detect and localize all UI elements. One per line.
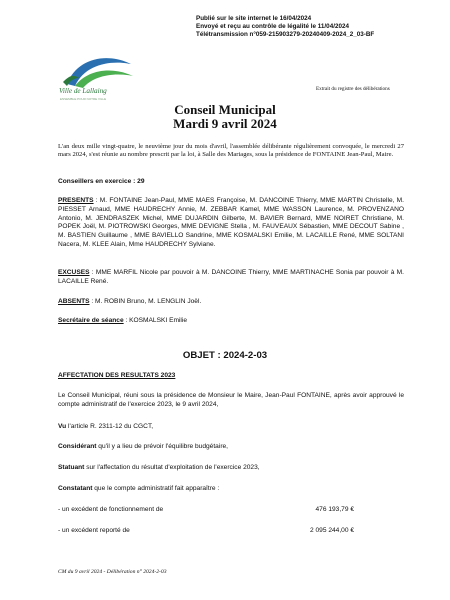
teletransmission-line: Télétransmission n°059-215903279-20240409-2024_2_03-BF — [196, 31, 375, 39]
secretaire-label: Secrétaire de séance — [58, 317, 124, 324]
presents-paragraph — [58, 197, 404, 250]
amount-label: - un excédent reporté de — [58, 527, 130, 534]
presents-label: PRESENTS — [58, 197, 94, 204]
amount-row — [58, 506, 354, 513]
title-council: Conseil Municipal — [174, 102, 276, 117]
secretaire-paragraph — [58, 317, 404, 326]
objet-heading: OBJET : 2024-2-03 — [182, 350, 268, 361]
excuses-paragraph — [58, 269, 404, 287]
conseillers-count: Conseillers en exercice : 29 — [58, 178, 145, 185]
logo-name: Ville de Lallaing — [59, 87, 107, 95]
statuant-label: Statuant — [58, 464, 85, 471]
amount-value: 476 193,79 € — [315, 506, 354, 513]
title-date: Mardi 9 avril 2024 — [173, 116, 277, 131]
intro-paragraph: L'an deux mille vingt-quatre, le neuvième jour du mois d'avril, l'assemblée délibérante régulièrement convoquée, le mercredi 27 mars 2024, s'est réunie au nombre prescrit par la loi, à Salle des Mariages, sous la présidence de FONTAINE Jean-Paul, Maire. — [58, 143, 404, 159]
absents-label: ABSENTS — [58, 298, 90, 305]
page-title — [0, 103, 450, 131]
logo-tagline: ENSEMBLE POUR NOTRE VILLE — [60, 97, 107, 101]
affectation-title: AFFECTATION DES RESULTATS 2023 — [58, 372, 176, 379]
constatant-paragraph — [58, 485, 404, 494]
excuses-label: EXCUSES — [58, 269, 90, 276]
considerant-text: qu'il y a lieu de prévoir l'équilibre budgétaire, — [96, 443, 229, 450]
amount-row — [58, 527, 354, 534]
publication-line: Publié sur le site internet le 16/04/2024 — [196, 15, 312, 22]
secretaire-text: : KOSMALSKI Emilie — [123, 317, 188, 324]
statuant-text: sur l'affectation du résultat d'exploitation de l'exercice 2023, — [84, 464, 260, 471]
transmission-stamp — [196, 15, 374, 40]
vu-text: l'article R. 2311-12 du CGCT, — [66, 423, 154, 430]
presents-text: : M. FONTAINE Jean-Paul, MME MAES Françoise, M. DANCOINE Thierry, MME MARTIN Christelle, M. PIESSET Arnaud, MME HAUDRECHY Annie, M. ZEBBAR Kamel, MME WASSON Laurence, M. PROVENZANO Antonio, M. JENDRASZEK Michel, MME DUJARDIN Gilberte, M. BAVIER Bernard, MME NOIRET Christiane, M. POPEK Joël, M. PIOTROWSKI Georges, MME DEVIGNE Stella , M. FAUVEAUX Sébastien, MME DECOUT Sabine , M. BASTIEN Guillaume , MME BAVIELLO Sandrine, MME KOSMALSKI Emilie, M. LACAILLE René, MME SOLTANI Nacera, M. KLEE Alain, Mme HAUDRECHY Sylviane. — [58, 197, 404, 248]
amount-value: 2 095 244,00 € — [310, 527, 354, 534]
page-footer: CM du 9 avril 2024 - Délibération n° 2024-2-03 — [58, 569, 167, 575]
legality-line: Envoyé et reçu au contrôle de légalité le 11/04/2024 — [196, 23, 349, 31]
absents-paragraph — [58, 298, 404, 307]
vu-label: Vu — [58, 423, 67, 430]
register-extract-note: Extrait du registre des délibérations — [316, 86, 390, 92]
considerant-paragraph — [58, 443, 404, 452]
excuses-text: : MME MARFIL Nicole par pouvoir à M. DANCOINE Thierry, MME MARTINACHE Sonia par pouvoir à M. LACAILLE René. — [58, 269, 404, 285]
statuant-paragraph — [58, 464, 404, 473]
council-paragraph: Le Conseil Municipal, réuni sous la présidence de Monsieur le Maire, Jean-Paul FONTAINE, après avoir approuvé le compte administratif de l'exercice 2023, le 9 avril 2024, — [58, 392, 404, 408]
constatant-label: Constatant — [58, 485, 93, 492]
vu-paragraph — [58, 423, 404, 432]
constatant-text: que le compte administratif fait apparaître : — [92, 485, 220, 492]
amount-label: - un excédent de fonctionnement de — [58, 506, 164, 513]
considerant-label: Considérant — [58, 443, 97, 450]
absents-text: : M. ROBIN Bruno, M. LENGLIN Joël. — [89, 298, 202, 305]
